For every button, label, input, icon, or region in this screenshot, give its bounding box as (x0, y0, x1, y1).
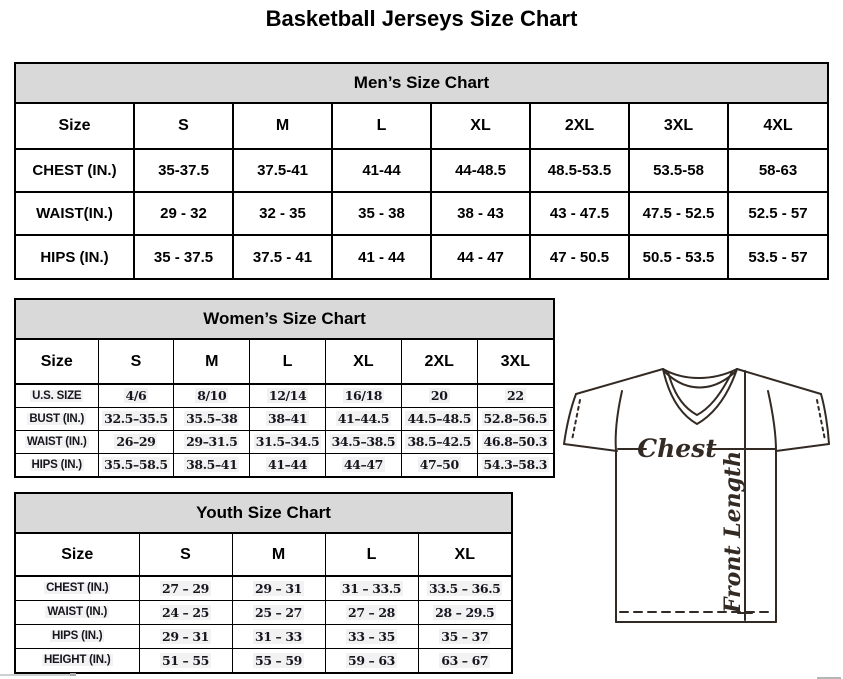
cell-value (418, 600, 511, 624)
left-cuff-dashed-line (572, 400, 580, 440)
cell-value (250, 407, 326, 430)
cell-value (174, 384, 250, 407)
cell-value-text: 33.5 – 36.5 (429, 580, 501, 596)
cell-value (98, 384, 174, 407)
womens-header-row (16, 340, 553, 384)
cell-value (232, 624, 325, 648)
cell-value: 53.5 - 57 (728, 235, 827, 278)
cell-value-text: 35.5–38 (186, 411, 238, 426)
cell-value (325, 624, 418, 648)
youth-size-chart (14, 492, 513, 674)
cell-value-text: 26–29 (116, 434, 156, 449)
table-row (16, 576, 511, 600)
cell-value (477, 453, 553, 476)
cell-value: 41 - 44 (332, 235, 431, 278)
mens-chart-title: Men’s Size Chart (16, 64, 827, 104)
table-row (16, 235, 827, 278)
table-row (16, 648, 511, 672)
column-header: Size (16, 104, 134, 149)
cell-value (174, 453, 250, 476)
row-label (16, 407, 98, 430)
cell-value-text: 51 – 55 (162, 652, 209, 668)
cell-value-text: 38.5–41 (186, 457, 238, 473)
cell-value-text: 25 – 27 (255, 604, 302, 620)
cell-value-text: 63 – 67 (441, 652, 489, 668)
column-header: L (325, 534, 418, 576)
cell-value-text: 34.5–38.5 (331, 434, 396, 449)
cell-value: 41-44 (332, 149, 431, 192)
row-label: WAIST(IN.) (16, 192, 134, 235)
chest-label: Chest (637, 434, 717, 463)
row-label-text: CHEST (IN.) (46, 582, 109, 595)
table-row (16, 149, 827, 192)
cell-value (325, 600, 418, 624)
cell-value-text: 29–31.5 (186, 434, 238, 449)
womens-chart-title: Women’s Size Chart (16, 300, 553, 340)
table-row (16, 430, 553, 453)
cell-value: 58-63 (728, 149, 827, 192)
cell-value (325, 407, 401, 430)
row-label (16, 600, 139, 624)
cell-value (418, 648, 511, 672)
cell-value (174, 407, 250, 430)
cell-value (98, 407, 174, 430)
mens-size-chart (14, 62, 829, 280)
cell-value (98, 453, 174, 476)
row-label-text: HIPS (IN.) (31, 458, 82, 471)
cell-value (325, 576, 418, 600)
row-label (16, 624, 139, 648)
cell-value-text: 27 – 28 (348, 604, 395, 620)
row-label-text: U.S. SIZE (32, 389, 82, 402)
cell-value (250, 453, 326, 476)
cell-value: 47.5 - 52.5 (629, 192, 728, 235)
cell-value (139, 600, 232, 624)
table-row (16, 384, 553, 407)
front-length-label: Front Length (720, 450, 746, 614)
cell-value-text: 52.8–56.5 (483, 411, 548, 426)
cell-value-text: 44.5–48.5 (407, 411, 471, 426)
cell-value-text: 46.8–50.3 (483, 434, 548, 449)
cell-value-text: 31 – 33.5 (341, 580, 402, 596)
cell-value-text: 47–50 (419, 457, 459, 473)
cell-value (477, 384, 553, 407)
cell-value: 53.5-58 (629, 149, 728, 192)
cell-value-text: 20 (430, 388, 448, 404)
column-header: XL (431, 104, 530, 149)
cell-value (325, 453, 401, 476)
cell-value (325, 648, 418, 672)
cell-value (98, 430, 174, 453)
cell-value (250, 384, 326, 407)
row-label: HIPS (IN.) (16, 235, 134, 278)
cell-value-text: 28 – 29.5 (435, 604, 495, 620)
row-label: CHEST (IN.) (16, 149, 134, 192)
cell-value (401, 430, 477, 453)
cell-value: 43 - 47.5 (530, 192, 629, 235)
cell-value (477, 407, 553, 430)
cell-value (418, 624, 511, 648)
cell-value (325, 384, 401, 407)
cell-value-text: 24 – 25 (162, 604, 209, 620)
mens-size-table (16, 104, 827, 278)
cell-value-text: 32.5–35.5 (104, 411, 168, 426)
youth-chart-title: Youth Size Chart (16, 494, 511, 534)
column-header: 3XL (477, 340, 553, 384)
cell-value: 35 - 38 (332, 192, 431, 235)
cell-value: 44-48.5 (431, 149, 530, 192)
cell-value: 52.5 - 57 (728, 192, 827, 235)
table-row (16, 453, 553, 476)
cell-value-text: 27 – 29 (162, 580, 209, 596)
row-label (16, 384, 98, 407)
cell-value (139, 648, 232, 672)
cell-value-text: 29 – 31 (162, 628, 209, 644)
youth-size-table (16, 534, 511, 672)
cell-value-text: 8/10 (197, 388, 227, 404)
womens-size-table (16, 340, 553, 476)
column-header: S (98, 340, 174, 384)
column-header: Size (16, 340, 98, 384)
column-header: M (232, 534, 325, 576)
cell-value: 48.5-53.5 (530, 149, 629, 192)
row-label-text: WAIST (IN.) (47, 606, 108, 618)
right-cuff-dashed-line (817, 400, 825, 440)
table-row (16, 192, 827, 235)
youth-header-row (16, 534, 511, 576)
cell-value-text: 22 (507, 388, 524, 404)
column-header: 4XL (728, 104, 827, 149)
cell-value-text: 54.3–58.3 (483, 457, 548, 473)
table-row (16, 600, 511, 624)
cell-value: 47 - 50.5 (530, 235, 629, 278)
table-row (16, 407, 553, 430)
cell-value-text: 31 – 33 (255, 628, 302, 644)
cell-value-text: 44–47 (343, 457, 383, 473)
womens-size-chart (14, 298, 555, 478)
cell-value: 29 - 32 (134, 192, 233, 235)
cell-value: 35-37.5 (134, 149, 233, 192)
column-header: 2XL (401, 340, 477, 384)
horizontal-scrollbar-thumb-cap[interactable] (70, 673, 76, 676)
column-header: S (139, 534, 232, 576)
cell-value (401, 384, 477, 407)
cell-value (139, 624, 232, 648)
cell-value (418, 576, 511, 600)
cell-value-text: 59 – 63 (348, 652, 395, 668)
page-title: Basketball Jerseys Size Chart (265, 6, 578, 31)
column-header: 2XL (530, 104, 629, 149)
column-header: L (250, 340, 326, 384)
cell-value-text: 29 – 31 (255, 580, 302, 596)
cell-value-text: 35.5–58.5 (104, 457, 168, 473)
cell-value (232, 600, 325, 624)
cell-value-text: 33 – 35 (348, 628, 395, 644)
column-header: XL (325, 340, 401, 384)
cell-value-text: 38–41 (268, 411, 308, 426)
row-label-text: BUST (IN.) (29, 412, 85, 425)
cell-value: 32 - 35 (233, 192, 332, 235)
cell-value (401, 453, 477, 476)
table-row (16, 624, 511, 648)
row-label-text: WAIST (IN.) (26, 435, 87, 448)
cell-value: 37.5-41 (233, 149, 332, 192)
column-header: XL (418, 534, 511, 576)
cell-value-text: 55 – 59 (255, 652, 302, 668)
cell-value (174, 430, 250, 453)
jersey-outline (564, 369, 829, 622)
row-label (16, 453, 98, 476)
cell-value-text: 41–44 (268, 457, 308, 473)
column-header: S (134, 104, 233, 149)
column-header: M (233, 104, 332, 149)
cell-value (232, 648, 325, 672)
cell-value: 35 - 37.5 (134, 235, 233, 278)
cell-value-text: 31.5–34.5 (255, 434, 320, 449)
column-header: Size (16, 534, 139, 576)
cell-value (139, 576, 232, 600)
cell-value (477, 430, 553, 453)
cell-value-text: 4/6 (125, 388, 147, 404)
cell-value: 44 - 47 (431, 235, 530, 278)
row-label (16, 430, 98, 453)
cell-value (250, 430, 326, 453)
cell-value-text: 38.5–42.5 (407, 434, 471, 449)
row-label-text: HEIGHT (IN.) (43, 654, 111, 667)
cell-value-text: 12/14 (268, 388, 307, 404)
cell-value: 50.5 - 53.5 (629, 235, 728, 278)
mens-header-row (16, 104, 827, 149)
row-label-text: HIPS (IN.) (52, 630, 103, 642)
cell-value-text: 16/18 (344, 388, 383, 404)
cell-value-text: 35 – 37 (441, 628, 489, 644)
cell-value (401, 407, 477, 430)
column-header: L (332, 104, 431, 149)
horizontal-scrollbar-thumb-left[interactable] (0, 674, 70, 676)
cell-value-text: 41–44.5 (337, 411, 390, 426)
row-label (16, 648, 139, 672)
row-label (16, 576, 139, 600)
cell-value: 37.5 - 41 (233, 235, 332, 278)
cell-value: 38 - 43 (431, 192, 530, 235)
cell-value (325, 430, 401, 453)
column-header: M (174, 340, 250, 384)
column-header: 3XL (629, 104, 728, 149)
cell-value (232, 576, 325, 600)
